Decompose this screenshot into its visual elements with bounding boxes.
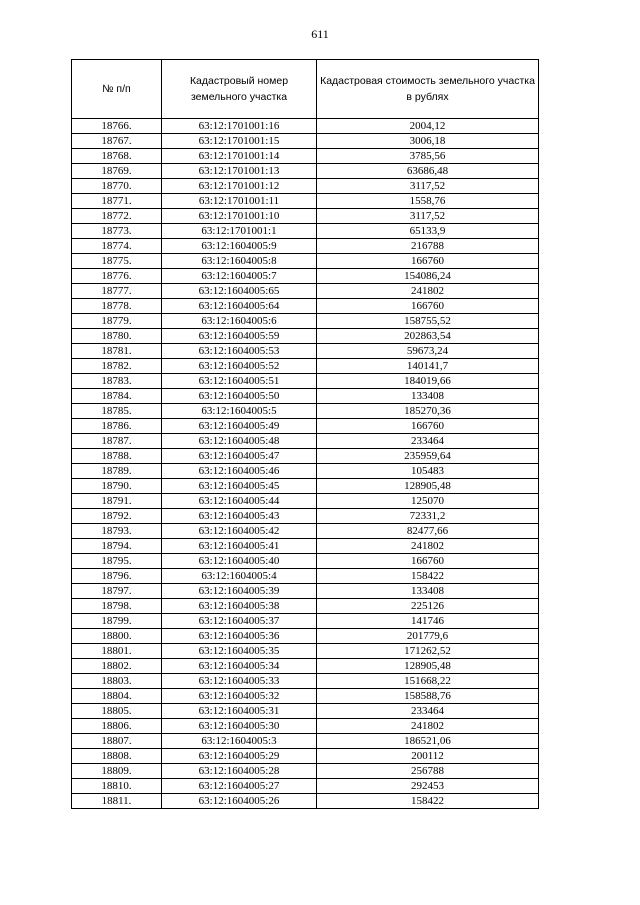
- table-row: [72, 779, 539, 794]
- table-row: [72, 539, 539, 554]
- cadastral-value: 151668,22: [317, 674, 539, 689]
- cadastral-value: 200112: [317, 749, 539, 764]
- table-row: [72, 629, 539, 644]
- cadastral-number: 63:12:1604005:27: [162, 779, 317, 794]
- table-row: [72, 284, 539, 299]
- cadastral-number: 63:12:1604005:47: [162, 449, 317, 464]
- cadastral-value: 158422: [317, 794, 539, 809]
- cadastral-number: 63:12:1604005:41: [162, 539, 317, 554]
- table-row: [72, 614, 539, 629]
- cadastral-value: 158422: [317, 569, 539, 584]
- cadastral-value: 166760: [317, 419, 539, 434]
- cadastral-value: 202863,54: [317, 329, 539, 344]
- row-number: 18800.: [72, 629, 162, 644]
- cadastral-value: 241802: [317, 719, 539, 734]
- cadastral-number: 63:12:1604005:33: [162, 674, 317, 689]
- row-number: 18805.: [72, 704, 162, 719]
- cadastral-number: 63:12:1604005:31: [162, 704, 317, 719]
- cadastral-number: 63:12:1604005:26: [162, 794, 317, 809]
- cadastral-number: 63:12:1604005:34: [162, 659, 317, 674]
- cadastral-value: 216788: [317, 239, 539, 254]
- row-number: 18792.: [72, 509, 162, 524]
- row-number: 18790.: [72, 479, 162, 494]
- table-body: [72, 119, 539, 809]
- cadastral-value: 125070: [317, 494, 539, 509]
- table-row: [72, 569, 539, 584]
- cadastral-number: 63:12:1604005:29: [162, 749, 317, 764]
- row-number: 18775.: [72, 254, 162, 269]
- cadastral-number: 63:12:1604005:4: [162, 569, 317, 584]
- cadastral-value: 171262,52: [317, 644, 539, 659]
- row-number: 18798.: [72, 599, 162, 614]
- table-row: [72, 194, 539, 209]
- cadastral-number: 63:12:1701001:10: [162, 209, 317, 224]
- cadastral-value: 166760: [317, 254, 539, 269]
- table-row: [72, 254, 539, 269]
- cadastral-value: 128905,48: [317, 479, 539, 494]
- cadastral-number: 63:12:1604005:49: [162, 419, 317, 434]
- cadastral-number: 63:12:1604005:6: [162, 314, 317, 329]
- row-number: 18794.: [72, 539, 162, 554]
- table-row: [72, 179, 539, 194]
- table-row: [72, 119, 539, 134]
- row-number: 18778.: [72, 299, 162, 314]
- row-number: 18783.: [72, 374, 162, 389]
- cadastral-number: 63:12:1604005:32: [162, 689, 317, 704]
- cadastral-number: 63:12:1604005:7: [162, 269, 317, 284]
- header-cadastral-number: Кадастровый номер земельного участка: [162, 60, 317, 119]
- cadastral-value: 256788: [317, 764, 539, 779]
- cadastral-number: 63:12:1604005:44: [162, 494, 317, 509]
- row-number: 18776.: [72, 269, 162, 284]
- row-number: 18809.: [72, 764, 162, 779]
- row-number: 18803.: [72, 674, 162, 689]
- row-number: 18771.: [72, 194, 162, 209]
- table-row: [72, 599, 539, 614]
- row-number: 18782.: [72, 359, 162, 374]
- table-row: [72, 389, 539, 404]
- table-row: [72, 644, 539, 659]
- cadastral-value: 233464: [317, 704, 539, 719]
- row-number: 18770.: [72, 179, 162, 194]
- table-row: [72, 344, 539, 359]
- cadastral-number: 63:12:1604005:64: [162, 299, 317, 314]
- table-row: [72, 794, 539, 809]
- cadastral-number: 63:12:1701001:1: [162, 224, 317, 239]
- cadastral-value: 186521,06: [317, 734, 539, 749]
- row-number: 18802.: [72, 659, 162, 674]
- cadastral-number: 63:12:1604005:8: [162, 254, 317, 269]
- row-number: 18804.: [72, 689, 162, 704]
- cadastral-value: 82477,66: [317, 524, 539, 539]
- row-number: 18793.: [72, 524, 162, 539]
- cadastral-value: 65133,9: [317, 224, 539, 239]
- row-number: 18807.: [72, 734, 162, 749]
- table-row: [72, 419, 539, 434]
- cadastral-number: 63:12:1604005:59: [162, 329, 317, 344]
- cadastral-number: 63:12:1701001:14: [162, 149, 317, 164]
- cadastral-number: 63:12:1604005:35: [162, 644, 317, 659]
- page-number: 611: [311, 27, 329, 41]
- cadastral-number: 63:12:1604005:36: [162, 629, 317, 644]
- cadastral-value: 166760: [317, 554, 539, 569]
- cadastral-value: 133408: [317, 389, 539, 404]
- row-number: 18767.: [72, 134, 162, 149]
- table-row: [72, 554, 539, 569]
- cadastral-value: 241802: [317, 284, 539, 299]
- cadastral-value: 1558,76: [317, 194, 539, 209]
- cadastral-value: 140141,7: [317, 359, 539, 374]
- table-row: [72, 764, 539, 779]
- row-number: 18772.: [72, 209, 162, 224]
- cadastral-number: 63:12:1604005:46: [162, 464, 317, 479]
- cadastral-value: 72331,2: [317, 509, 539, 524]
- row-number: 18806.: [72, 719, 162, 734]
- cadastral-value: 63686,48: [317, 164, 539, 179]
- cadastral-value: 3006,18: [317, 134, 539, 149]
- row-number: 18796.: [72, 569, 162, 584]
- row-number: 18786.: [72, 419, 162, 434]
- table-header-row: [72, 60, 539, 119]
- table-row: [72, 464, 539, 479]
- cadastral-number: 63:12:1604005:50: [162, 389, 317, 404]
- table-row: [72, 404, 539, 419]
- cadastral-number: 63:12:1604005:30: [162, 719, 317, 734]
- cadastral-value: 201779,6: [317, 629, 539, 644]
- cadastral-value: 185270,36: [317, 404, 539, 419]
- cadastral-number: 63:12:1604005:42: [162, 524, 317, 539]
- row-number: 18788.: [72, 449, 162, 464]
- cadastral-number: 63:12:1604005:40: [162, 554, 317, 569]
- cadastral-number: 63:12:1604005:5: [162, 404, 317, 419]
- cadastral-table: [71, 59, 539, 809]
- row-number: 18773.: [72, 224, 162, 239]
- table-row: [72, 749, 539, 764]
- row-number: 18811.: [72, 794, 162, 809]
- cadastral-number: 63:12:1604005:53: [162, 344, 317, 359]
- cadastral-value: 3785,56: [317, 149, 539, 164]
- cadastral-value: 241802: [317, 539, 539, 554]
- cadastral-value: 225126: [317, 599, 539, 614]
- row-number: 18784.: [72, 389, 162, 404]
- table-row: [72, 434, 539, 449]
- row-number: 18791.: [72, 494, 162, 509]
- cadastral-value: 105483: [317, 464, 539, 479]
- cadastral-value: 158588,76: [317, 689, 539, 704]
- cadastral-value: 128905,48: [317, 659, 539, 674]
- row-number: 18766.: [72, 119, 162, 134]
- row-number: 18785.: [72, 404, 162, 419]
- table-row: [72, 149, 539, 164]
- table-row: [72, 494, 539, 509]
- table-row: [72, 209, 539, 224]
- table-row: [72, 689, 539, 704]
- table-row: [72, 164, 539, 179]
- row-number: 18795.: [72, 554, 162, 569]
- cadastral-number: 63:12:1604005:3: [162, 734, 317, 749]
- cadastral-number: 63:12:1701001:12: [162, 179, 317, 194]
- cadastral-number: 63:12:1701001:15: [162, 134, 317, 149]
- cadastral-number: 63:12:1701001:16: [162, 119, 317, 134]
- cadastral-number: 63:12:1604005:52: [162, 359, 317, 374]
- cadastral-value: 184019,66: [317, 374, 539, 389]
- cadastral-number: 63:12:1701001:13: [162, 164, 317, 179]
- table-row: [72, 674, 539, 689]
- table-row: [72, 524, 539, 539]
- cadastral-value: 166760: [317, 299, 539, 314]
- row-number: 18781.: [72, 344, 162, 359]
- row-number: 18789.: [72, 464, 162, 479]
- row-number: 18777.: [72, 284, 162, 299]
- cadastral-value: 3117,52: [317, 209, 539, 224]
- header-index: № п/п: [72, 60, 162, 119]
- row-number: 18779.: [72, 314, 162, 329]
- table-row: [72, 224, 539, 239]
- table-row: [72, 269, 539, 284]
- cadastral-value: 141746: [317, 614, 539, 629]
- table-row: [72, 479, 539, 494]
- cadastral-value: 2004,12: [317, 119, 539, 134]
- cadastral-value: 3117,52: [317, 179, 539, 194]
- cadastral-number: 63:12:1604005:9: [162, 239, 317, 254]
- table-row: [72, 314, 539, 329]
- table-row: [72, 719, 539, 734]
- row-number: 18774.: [72, 239, 162, 254]
- row-number: 18801.: [72, 644, 162, 659]
- table-row: [72, 734, 539, 749]
- cadastral-value: 154086,24: [317, 269, 539, 284]
- cadastral-value: 233464: [317, 434, 539, 449]
- cadastral-number: 63:12:1604005:28: [162, 764, 317, 779]
- table-row: [72, 449, 539, 464]
- table-row: [72, 584, 539, 599]
- row-number: 18769.: [72, 164, 162, 179]
- table-row: [72, 509, 539, 524]
- cadastral-number: 63:12:1604005:39: [162, 584, 317, 599]
- table-row: [72, 299, 539, 314]
- cadastral-number: 63:12:1604005:65: [162, 284, 317, 299]
- row-number: 18787.: [72, 434, 162, 449]
- cadastral-number: 63:12:1604005:38: [162, 599, 317, 614]
- row-number: 18780.: [72, 329, 162, 344]
- cadastral-value: 235959,64: [317, 449, 539, 464]
- cadastral-number: 63:12:1604005:45: [162, 479, 317, 494]
- table-row: [72, 359, 539, 374]
- cadastral-value: 158755,52: [317, 314, 539, 329]
- row-number: 18768.: [72, 149, 162, 164]
- row-number: 18810.: [72, 779, 162, 794]
- cadastral-number: 63:12:1604005:37: [162, 614, 317, 629]
- table-row: [72, 374, 539, 389]
- row-number: 18797.: [72, 584, 162, 599]
- cadastral-number: 63:12:1604005:48: [162, 434, 317, 449]
- cadastral-value: 292453: [317, 779, 539, 794]
- header-cadastral-value: Кадастровая стоимость земельного участка в рублях: [317, 60, 539, 119]
- cadastral-number: 63:12:1701001:11: [162, 194, 317, 209]
- cadastral-number: 63:12:1604005:51: [162, 374, 317, 389]
- table-row: [72, 134, 539, 149]
- cadastral-value: 59673,24: [317, 344, 539, 359]
- table-row: [72, 659, 539, 674]
- row-number: 18799.: [72, 614, 162, 629]
- table-row: [72, 239, 539, 254]
- table-row: [72, 704, 539, 719]
- cadastral-value: 133408: [317, 584, 539, 599]
- cadastral-number: 63:12:1604005:43: [162, 509, 317, 524]
- row-number: 18808.: [72, 749, 162, 764]
- table-row: [72, 329, 539, 344]
